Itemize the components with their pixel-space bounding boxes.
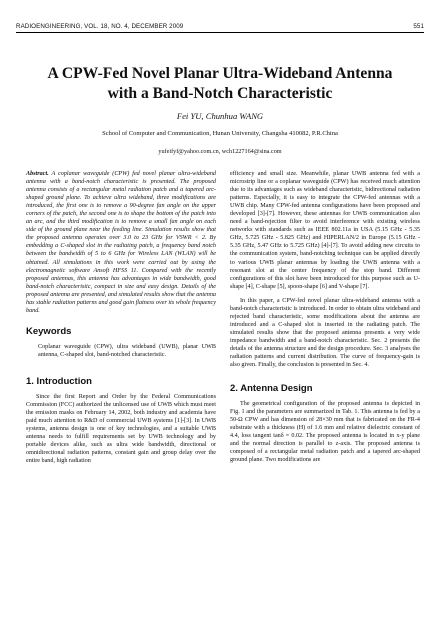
right-paragraph-2: In this paper, a CPW-fed novel planar ultra-wideband antenna with a band-notch characteristic is introduced. In order to obtain ultra wideband and rejected band characteristic, some modifications about the antenna are introduced and a C-shaped slot is inserted in the radiating patch. The simulated results show that the proposed antenna presents a very wide impedance bandwidth and a band-notch characteristic. Sec. 2 presents the details of the antenna structure and the design procedure. Sec. 3 analyses the radiation patterns and current distribution. The curve of frequency-gain is also given. Finally, the conclusion is presented in Sec. 4. <box>230 297 420 369</box>
journal-name: RADIOENGINEERING, VOL. 18, NO. 4, DECEMBER 2009 <box>16 23 184 30</box>
introduction-heading: 1. Introduction <box>26 375 92 387</box>
paper-title <box>16 64 424 104</box>
antenna-design-heading: 2. Antenna Design <box>230 383 313 395</box>
keywords-text: Coplanar waveguide (CPW), ultra wideband (UWB), planar UWB antenna, C-shaped slot, band-notched characteristic. <box>38 343 216 358</box>
antenna-design-text: The geometrical configuration of the proposed antenna is depicted in Fig. 1 and the parameters are summarized in Tab. 1. This antenna is fed by a 50-Ω CPW and has dimension of 28×30 mm that is fabricated on the FR-4 substrate with a thickness (H) of 1.6 mm and relative dielectric constant of 4.4, loss tangent tanδ = 0.02. The proposed antenna is located in x-y plane and the normal direction is parallel to z-axis. The proposed antenna is composed of a rectangular metal radiation patch and a tapered arc-shaped ground plane. Two modifications are <box>230 401 420 464</box>
title-line-1: A CPW-Fed Novel Planar Ultra-Wideband Antenna <box>47 65 393 82</box>
author-emails: yufeifyf@yahoo.com.cn, wch1227164@sina.com <box>158 148 282 155</box>
abstract <box>26 170 216 315</box>
abstract-text: A coplanar waveguide (CPW) fed novel planar ultra-wideband antenna with a band-notch characteristic is presented. The proposed antenna consists of a rectangular metal radiation patch and a tapered arc-shaped ground plane. To achieve ultra wideband, three modifications are introduced, the first one is to remove a 90-degree fan angle on the upper corners of the patch, the second one is to shape the bottom of the patch into an arc, and the third modification is to remove a small fan angle on each side of the ground plane near the feeding line. Simulation results show that the proposed antenna operates over 3.0 to 23 GHz for VSWR < 2. By embedding a C-shaped slot in the radiating patch, a frequency band notch between the bandwidth of 5 to 6 GHz for Wireless LAN (WLAN) will be obtained. All simulations in this work were carried out by using the electromagnetic software Ansoft HFSS 11. Compared with the recently proposed antennas, this antenna has advantages in wide bandwidth, good band-notch characteristic, compact in size and easy design. Details of the proposed antenna are presented, and simulated results show that the antenna has stable radiation patterns and good gain flatness over its whole frequency band. <box>26 171 216 314</box>
right-column <box>230 170 420 465</box>
keywords-heading: Keywords <box>26 325 72 337</box>
affiliation: School of Computer and Communication, Hunan University, Changsha 410082, P.R.China <box>102 130 338 137</box>
running-header <box>16 14 424 33</box>
right-paragraph-1: efficiency and small size. Meanwhile, planar UWB antenna fed with a microstrip line or a coplanar waveguide (CPW) has received much attention due to its advantages such as wideband characteristic, bidirectional radiation patterns. Especially, it is easy to integrate the CPW-fed antennas with a UWB chip. Many CPW-fed antenna configurations have been proposed and developed [3]-[7]. However, these antennas for UWB communication also need a band-rejection filter to avoid interference with existing wireless networks with standards such as IEEE 802.11a in USA (5.15 GHz - 5.35 GHz, 5.725 GHz - 5.825 GHz) and HIPERLAN/2 in Europe (5.15 GHz - 5.35 GHz, 5.47 GHz to 5.725 GHz) [4]-[7]. To avoid adding new circuits to the communication system, band-notching technique can be applied directly to various UWB planar antennas by loading the UWB antenna with a resonant slot at the center frequency of the stop band. Different configurations of this slot have been introduced for this purpose such as U-shape [4], C-shape [5], spoon-shape [6] and V-shape [7]. <box>230 171 420 290</box>
abstract-label: Abstract. <box>26 171 49 177</box>
left-column <box>26 170 216 465</box>
authors: Fei YU, Chunhua WANG <box>176 111 264 121</box>
introduction-text: Since the first Report and Order by the Federal Communications Commission (FCC) authorized the unlicensed use of UWB which must meet the emission masks on February 14, 2002, both industry and academia have paid much attention to R&D of commercial UWB systems [1]-[3]. In UWB systems, antenna design is one of key technologies, and a suitable UWB antenna needs to fulfill requirements set by UWB technology and by portable devices alike, such as ultra wide bandwidth, directional or omnidirectional radiation patterns, constant gain and group delay over the entire band, high radiation <box>26 393 216 465</box>
title-line-2: with a Band-Notch Characteristic <box>107 85 333 102</box>
page-number: 551 <box>413 23 424 30</box>
